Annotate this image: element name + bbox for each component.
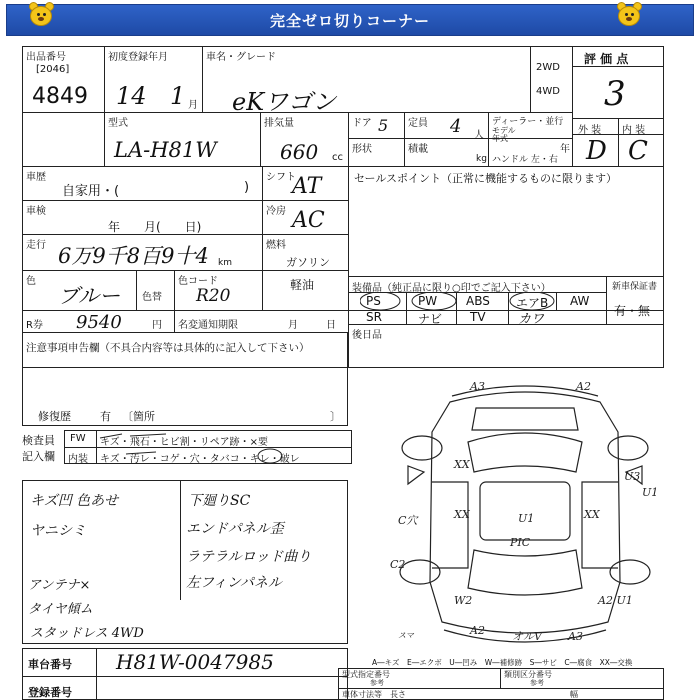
tax-day: 日 (326, 320, 336, 331)
inspection-label: 車検 (26, 206, 46, 217)
diagram-mark-17: スマ (398, 631, 414, 640)
car-name: eKワゴン (232, 88, 337, 116)
lot-no-label: 出品番号 (26, 52, 66, 63)
writer-label: 記入欄 (22, 450, 55, 463)
hand-note-left-3: アンテナ× (28, 578, 91, 593)
displacement-label: 排気量 (264, 118, 294, 129)
equip-navi: ナビ (418, 312, 443, 326)
repair-close: 〕 (330, 410, 341, 423)
class-ref-label: 参考 (530, 679, 544, 687)
model-code: LA-H81W (114, 138, 217, 162)
notes-label: 注意事項申告欄（不具合内容等は具体的に記入して下さい） (26, 342, 310, 354)
diagram-mark-2: A2 (576, 380, 591, 393)
hand-note-right-4: 左フィンパネル (186, 575, 282, 591)
shape-label: 形状 (352, 144, 372, 155)
inspector-marks (96, 428, 352, 466)
hand-note-left-4: タイヤ傾ム (28, 602, 93, 617)
interior-label: 内 装 (622, 125, 646, 136)
color-change-label: 色替 (142, 292, 162, 303)
interior-items: キズ・汚レ・コゲ・穴・タバコ・キレ・破レ (100, 454, 300, 465)
equip-ps: PS (366, 294, 381, 308)
handle-label: ハンドル 左・右 (492, 155, 558, 165)
shift-label: シフト (266, 172, 296, 183)
inspection-date: 年 月( 日) (108, 220, 202, 234)
hand-note-right-2: エンドパネル歪 (186, 521, 284, 537)
diagram-mark-14: A2 (470, 624, 485, 637)
shift-value: AT (292, 174, 322, 199)
diagram-mark-6: U1 (518, 512, 535, 525)
session-no: [2046] (36, 64, 70, 75)
sales-point-label: セールスポイント（正常に機能するものに限ります） (354, 172, 618, 185)
fw-items: キズ・飛石・ヒビ割・リペア跡・×要 (100, 437, 268, 448)
month-unit: 月 (188, 100, 198, 111)
equip-abs: ABS (466, 294, 490, 308)
diagram-mark-9: U1 (642, 486, 659, 499)
mileage-value: 6万9千8百9十4 (58, 244, 209, 268)
diagram-mark-5: XX (584, 508, 600, 521)
kg-unit: kg (476, 154, 487, 164)
interior-row-label: 内装 (68, 454, 88, 465)
hand-note-left-5: スタッドレス 4WD (30, 626, 144, 641)
inspector-label: 検査員 (22, 434, 55, 447)
ac-label: 冷房 (266, 206, 286, 217)
diagram-mark-4: XX (454, 508, 470, 521)
drive-4wd: 4WD (536, 86, 560, 97)
diagram-mark-12: W2 (454, 594, 473, 607)
diagram-mark-7: C穴 (398, 514, 418, 527)
history-close: ) (244, 180, 250, 195)
displacement: 660 (280, 140, 319, 164)
yen-unit: 円 (152, 320, 162, 331)
ac-value: AC (292, 208, 325, 233)
width-label: 幅 (570, 690, 578, 699)
color-label: 色 (26, 276, 36, 287)
recycle-value: 9540 (76, 312, 122, 333)
equip-pw: PW (418, 294, 438, 308)
equip-sr: SR (366, 310, 382, 324)
chassis-value: H81W-0047985 (116, 650, 274, 674)
repair-value: 有 (100, 410, 111, 423)
hand-note-right-1: 下廻りSC (188, 493, 251, 509)
name-grade-label: 車名・グレード (206, 52, 276, 63)
fuel-gasoline: ガソリン (286, 256, 330, 269)
car-damage-diagram (380, 372, 670, 662)
tax-month: 月 (288, 320, 298, 331)
km-unit: km (218, 258, 232, 268)
damage-legend: A―キズ E―エクボ U―凹み W―補修跡 S―サビ C―腐食 XX―交換 (372, 658, 633, 667)
capacity-label: 定員 (408, 118, 428, 129)
equip-airbag: エアB (516, 296, 549, 310)
capacity-value: 4 (450, 116, 462, 137)
first-reg-year: 14 (116, 82, 147, 110)
spec-ref-label: 参考 (370, 679, 384, 687)
equip-aw: AW (570, 294, 590, 308)
diagram-mark-10: PIC (510, 536, 531, 549)
mileage-label: 走行 (26, 240, 46, 251)
diagram-mark-8: U3 (624, 470, 641, 483)
person-unit: 人 (474, 130, 484, 141)
dealer-label: ディーラー・並行 (492, 117, 564, 127)
class-label: 類別区分番号 (504, 670, 552, 679)
lot-no: 4849 (32, 84, 88, 109)
year-unit: 年 (560, 144, 570, 155)
diagram-mark-13: A2 U1 (598, 594, 633, 607)
color-code: R20 (196, 286, 231, 306)
load-label: 積載 (408, 144, 428, 155)
after-label: 後日品 (352, 330, 382, 341)
door-value: 5 (378, 116, 389, 135)
fuel-diesel: 軽油 (290, 278, 315, 292)
door-label: ドア (352, 118, 372, 129)
interior-grade: C (628, 136, 648, 166)
warranty-value: 有・無 (614, 304, 651, 318)
diagram-mark-3: XX (454, 458, 470, 471)
equip-kawa: カワ (518, 312, 545, 327)
grade-score: 3 (604, 74, 626, 114)
model-year-label: モデル年式 (492, 126, 516, 143)
hand-note-left-2: ヤニシミ (30, 523, 86, 539)
exterior-label: 外 装 (578, 125, 602, 136)
color-code-label: 色コード (178, 276, 218, 287)
first-reg-month: 1 (170, 82, 186, 110)
length-label: 長さ (390, 690, 406, 699)
drive-2wd: 2WD (536, 62, 560, 73)
repair-label: 修復歴 (38, 410, 71, 423)
diagram-mark-1: A3 (470, 380, 485, 393)
equip-label: 装備品（純正品に限り○印でご記入下さい） (352, 283, 551, 294)
first-reg-label: 初度登録年月 (108, 52, 168, 63)
tax-label: 名変通知期限 (178, 320, 238, 331)
history-value: 自家用・( (62, 184, 120, 199)
carbody-label: 車体寸法等 (342, 690, 382, 699)
cc-unit: cc (332, 152, 343, 163)
grade-label: 評 価 点 (584, 52, 629, 66)
diagram-mark-11: C2 (390, 558, 406, 571)
exterior-grade: D (586, 136, 607, 166)
history-label: 車歴 (26, 172, 46, 183)
diagram-mark-16: A3 (568, 630, 583, 643)
new-warranty-label: 新車保証書 (612, 282, 658, 292)
repair-place: 〔箇所 (122, 410, 155, 423)
hand-note-left-1: キズ凹 色あせ (30, 493, 119, 509)
fuel-label: 燃料 (266, 240, 286, 251)
hand-note-right-3: ラテラルロッド曲り (186, 549, 312, 565)
spec-no-label: 型式指定番号 (342, 670, 390, 679)
equip-circles (360, 292, 556, 312)
model-label: 型式 (108, 118, 128, 129)
chassis-label: 車台番号 (28, 658, 72, 671)
header-title: 完全ゼロ切りコーナー (269, 12, 430, 30)
registration-label: 登録番号 (28, 686, 72, 699)
color-value: ブルー (58, 284, 121, 308)
recycle-label: R券 (26, 320, 43, 331)
fw-label: FW (70, 433, 86, 444)
diagram-mark-15: オルV (512, 630, 542, 643)
equip-tv: TV (470, 310, 486, 324)
